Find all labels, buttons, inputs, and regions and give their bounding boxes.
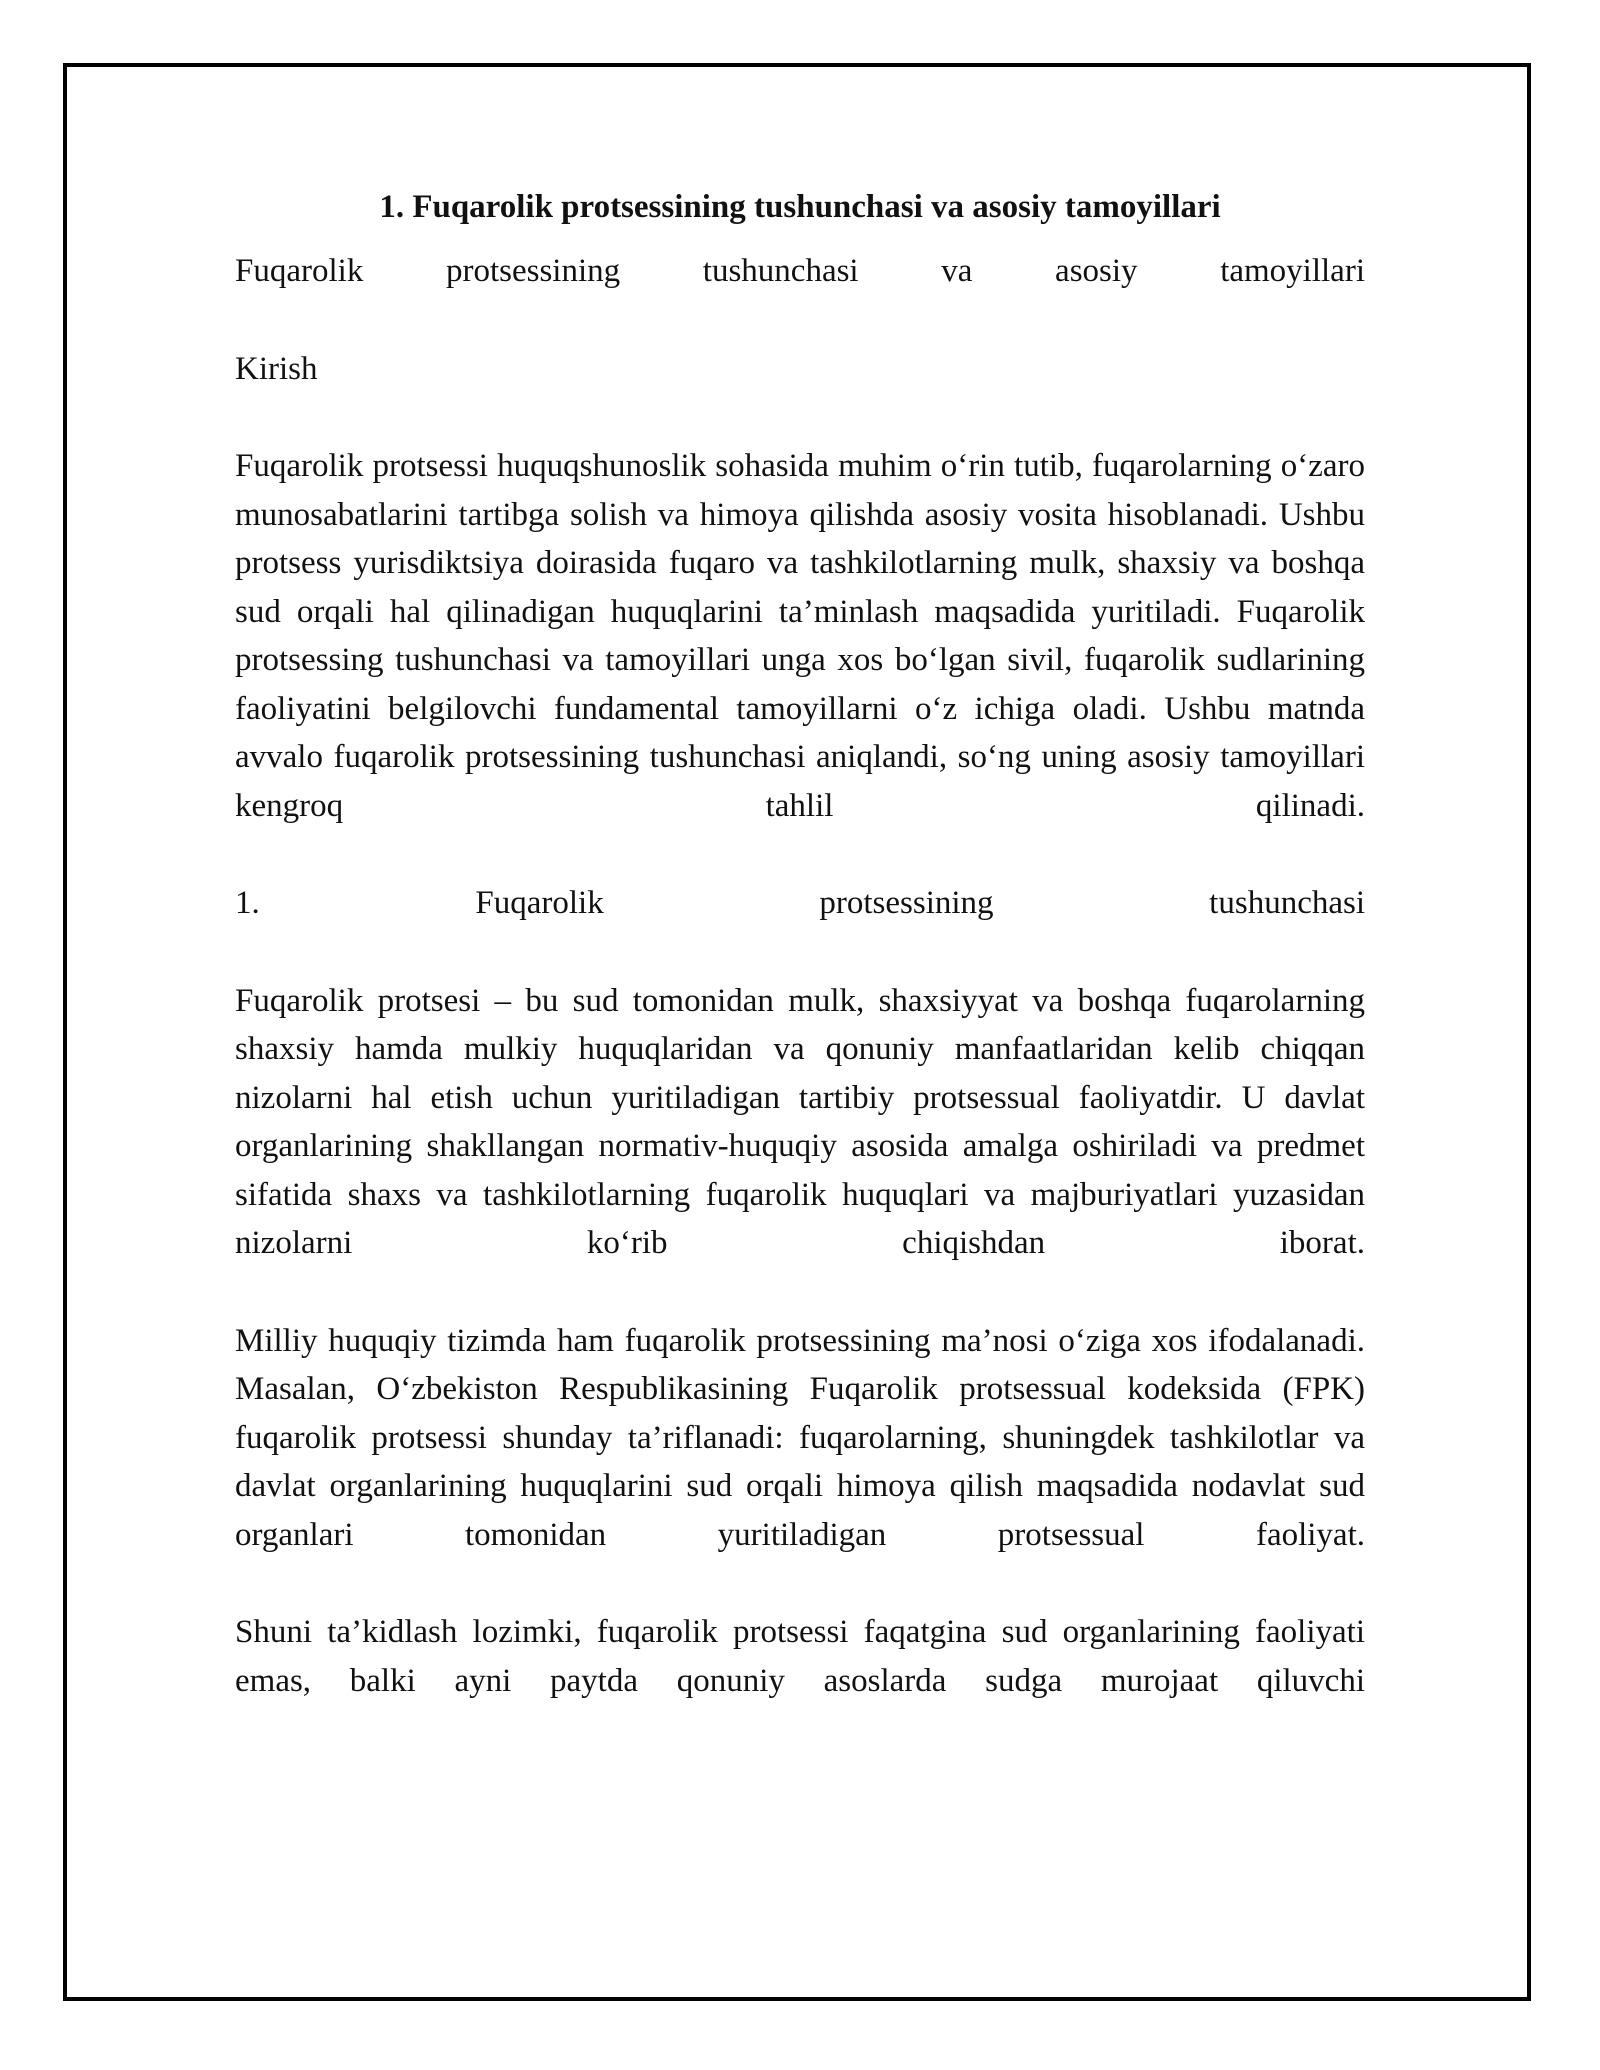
- paragraph-definition: Fuqarolik protsesi – bu sud tomonidan mulk, shaxsiyyat va boshqa fuqarolarning shaxsiy hamda mulkiy huquqlaridan va qonuniy manfaatlaridan kelib chiqqan nizolarni hal etish uchun yuritiladigan tartibiy protsessual faoliyatdir. U davlat organlarining shakllangan normativ-huquqiy asosida amalga oshiriladi va predmet sifatida shaxs va tashkilotlarning fuqarolik huquqlari va majburiyatlari yuzasidan nizolarni ko‘rib chiqishdan iborat.: [235, 982, 1365, 1261]
- paragraph-national-system: Milliy huquqiy tizimda ham fuqarolik protsessining ma’nosi o‘ziga xos ifodalanadi. Masalan, O‘zbekiston Respublikasining Fuqarolik protsessual kodeksida (FPK) fuqarolik protsessi shunday ta’riflanadi: fuqarolarning, shuningdek tashkilotlar va davlat organlarining huquqlarini sud orqali himoya qilish maqsadida nodavlat sud organlari tomonidan yuritiladigan protsessual faoliyat.: [235, 1322, 1365, 1553]
- document-heading: 1. Fuqarolik protsessining tushunchasi va asosiy tamoyillari: [379, 189, 1221, 225]
- paragraph-title-line: Fuqarolik protsessining tushunchasi va asosiy tamoyillari: [235, 253, 1365, 289]
- document-body: [235, 183, 1365, 1705]
- paragraph-section-heading: 1. Fuqarolik protsessining tushunchasi: [235, 885, 1365, 921]
- paragraph-emphasis: Shuni ta’kidlash lozimki, fuqarolik protsessi faqatgina sud organlarining faoliyati emas, balki ayni paytda qonuniy asoslarda sudga murojaat qiluvchi: [235, 1614, 1365, 1699]
- paragraph-introduction: Fuqarolik protsessi huquqshunoslik sohasida muhim o‘rin tutib, fuqarolarning o‘zaro munosabatlarini tartibga solish va himoya qilishda asosiy vosita hisoblanadi. Ushbu protsess yurisdiktsiya doirasida fuqaro va tashkilotlarning mulk, shaxsiy va boshqa sud orqali hal qilinadigan huquqlarini ta’minlash maqsadida yuritiladi. Fuqarolik protsessing tushunchasi va tamoyillari unga xos bo‘lgan sivil, fuqarolik sudlarining faoliyatini belgilovchi fundamental tamoyillarni o‘z ichiga oladi. Ushbu matnda avvalo fuqarolik protsessining tushunchasi aniqlandi, so‘ng uning asosiy tamoyillari kengroq tahlil qilinadi.: [235, 448, 1365, 824]
- paragraph-kirish: Kirish: [235, 350, 318, 387]
